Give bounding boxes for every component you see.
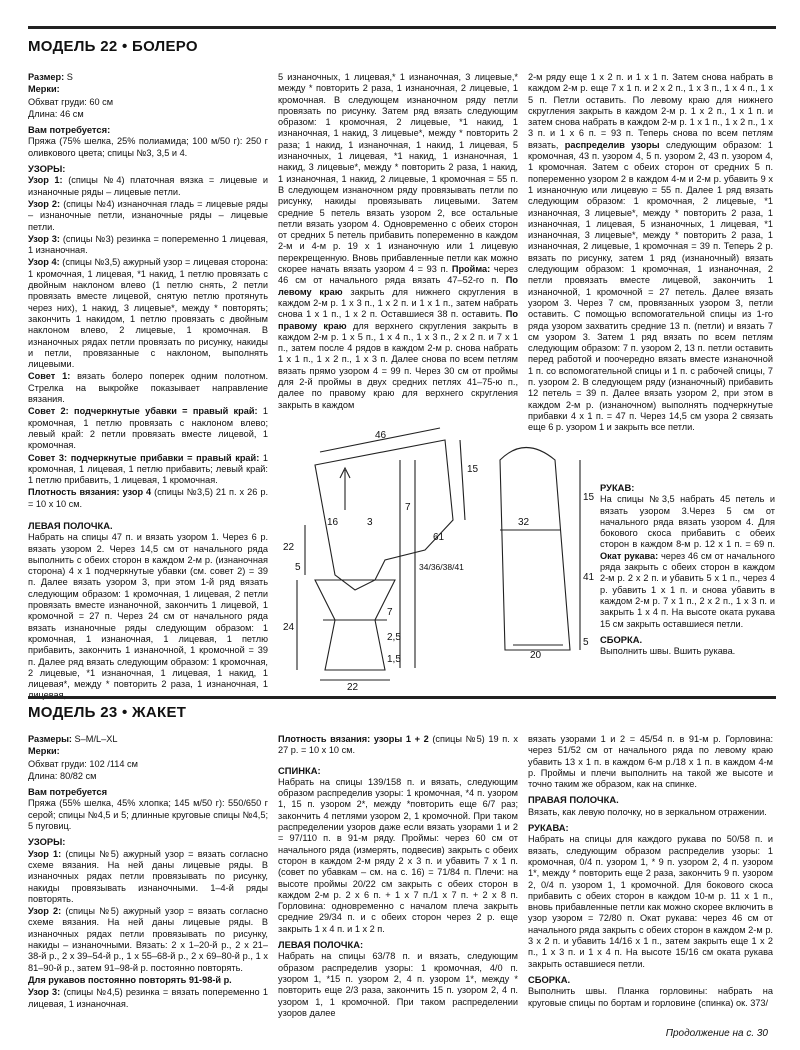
measure-line: Обхват груди: 102 /114 см [28, 758, 138, 769]
pattern-text: (спицы №3) резинка = попеременно 1 лицевая, 1 изнаночная. [28, 233, 269, 256]
model23-title: МОДЕЛЬ 23 • ЖАКЕТ [28, 704, 187, 721]
patterns-label: УЗОРЫ: [28, 836, 66, 848]
model22-col3 [528, 72, 773, 435]
right-front-text: Вязать, как левую полочку, но в зеркальном отражении. [528, 806, 767, 817]
needs-label: Вам потребуется: [28, 124, 111, 136]
pattern-label: Узор 2: [28, 906, 62, 917]
dim-1-5: 1,5 [387, 654, 401, 665]
dim-22: 22 [283, 542, 295, 553]
sleeve-cap-text: через 46 см от начального ряда закрыть с обеих сторон в каждом 2-м р. 2 x 2 п. и убавить 5 x 1 п., через 4 р. убавить 1 x 1 п. и снова убавить в каждом 2-м р. 7 x 1 п., 2 x 2 п., 1 x 3 п. и закрыть 1 x 4 п. На высоте оката рукава 15 см закрыть оставшиеся петли. [600, 550, 775, 629]
measures-label: Мерки: [28, 84, 60, 95]
dim-3: 3 [367, 517, 373, 528]
cuff-outline [315, 580, 395, 670]
size-value: S [64, 72, 73, 82]
sleeve-cap-label: Окат рукава: [600, 550, 659, 561]
armhole-label: Пройма: [451, 264, 491, 275]
dim-32: 32 [518, 517, 530, 528]
sleeve-text: На спицы №3,5 набрать 45 петель и вязать узором 3.Через 5 см от начального ряда вязать узором 4. Для бокового скоса прибавить с обеих сторон в каждом 8-м р. 12 x 1 п. = 69 п. [600, 494, 775, 550]
density-text: (спицы №3,5) 21 п. x 26 р. = 10 x 10 см. [28, 487, 268, 509]
sleeve-dim-41: 41 [583, 572, 595, 583]
model23-col1 [28, 734, 268, 1011]
left-front-text: Набрать на спицы 63/78 п. и вязать, следующим образом распределив узоры: 1 кромочная, 4/0 п. узором 1, *15 п. узором 2, 4 п. узором 1*, между * повторить еще 2/3 раза, закончить 15 п. узором 2, 4 п. узором 1, 1 кромочной. При таком распределении узоров далее [278, 951, 518, 1018]
right-edge-text: для верхнего скругления закрыть в каждом 2-м р. 1 x 5 п., 1 x 4 п., 1 x 3 п., 2 x 2 п. и 7 x 1 п., затем после 4 рядов в каждом 2-м р. снова набрать 1 x 1 п., 1 x 2 п., 1 x 3 п. Далее снова по всем петлям вязать прямо узором 4 = 99 п. Через 30 см от проймы для 2-й проймы в двух средних петлях 41–75-ю п., далее по правому краю для верхнего скругления закрыть в каждом [278, 320, 518, 410]
pattern-text: (спицы №5) ажурный узор = вязать согласно схеме вязания. На ней даны лицевые ряды. В изнаночных рядах петли провязывать по рисунку, накиды – изнаночными. Вязать: 2 x 1–20-й р., 2 x 21–38-й р., 2 x 39–54-й р., 1 x 55–68-й р., 2 x 69–80-й р., 1 x 81–90-й р., затем 91–98-й р. постоянно повторять. [28, 906, 268, 973]
density-label: Плотность вязания: узор 4 [28, 487, 152, 498]
col3-text: 2-м ряду еще 1 x 2 п. и 1 x 1 п. Затем снова набрать в каждом 2-м р. еще 7 x 1 п. и 2 x 2 п., 1 x 3 п., 1 x 4 п., 1 x 5 п. Петли оставить. По левому краю для нижнего скругления закрыть в каждом 2-м р. 1 x 2 п., 1 x 1 п. и затем снова набрать в каждом 2-м р. 1 x 1 п., 1 x 2 п., 1 x 3 п. и 1 x 6 п. = 93 п. Теперь снова по всем петлям вязать, [528, 72, 773, 150]
sizes-value: S–M/L–XL [72, 734, 118, 744]
density-text: (спицы №5) 19 п. x 27 р. = 10 x 10 см. [278, 734, 518, 756]
tip-text: 1 кромочная, 1 петлю провязать с наклоном влево; левый край: 2 петли провязать вместе лицевой, 1 кромочная. [28, 406, 269, 451]
right-front-label: ПРАВАЯ ПОЛОЧКА. [528, 794, 619, 806]
sleeve-dim-5: 5 [583, 637, 589, 648]
model23-col3 [528, 734, 773, 1010]
sizes-label: Размеры: [28, 734, 72, 744]
sleeve-dim-15: 15 [583, 492, 595, 503]
pattern-label: Узор 4: [28, 257, 60, 268]
back-label: СПИНКА: [278, 764, 321, 776]
pattern-schematic [275, 400, 600, 690]
sleeve-label: РУКАВ: [600, 482, 635, 493]
assembly-label: СБОРКА. [600, 633, 643, 645]
dim-24: 24 [283, 622, 295, 633]
dim-5: 5 [295, 562, 301, 573]
dim-46: 46 [375, 430, 387, 441]
continued-note: Продолжение на с. 30 [665, 1028, 768, 1039]
size-label: Размер: [28, 72, 65, 82]
sleeve-outline [500, 448, 570, 651]
model22-title: МОДЕЛЬ 22 • БОЛЕРО [28, 38, 198, 55]
model22-col2 [278, 72, 518, 412]
assembly-text: Выполнить швы. Вшить рукава. [600, 646, 736, 657]
measure-line: Обхват груди: 60 см [28, 96, 114, 107]
model23-col2 [278, 734, 518, 1020]
left-front-label: ЛЕВАЯ ПОЛОЧКА. [28, 519, 113, 531]
assembly-label: СБОРКА. [528, 973, 571, 985]
sleeve-repeat-note: Для рукавов постоянно повторять 91-98-й р. [28, 974, 232, 985]
col3-text2: следующим образом: 1 кромочная, 43 п. узором 4, 5 п. узором 2, 43 п. узором 4, 1 кромочная. Затем с обеих сторон от средних 5 п. попеременно узором 2 в каждом 4-м и 2-м р. убавить 9 x 1 изнаночную или лицевую = 55 п. Далее 1 ряд вязать следующим образом: 1 кромочная, 2 лицевые, *1 изнаночная, 3 лицевые*, между * повторить 2 раза, 1 изнаночная, 1 лицевая, 5 изнаночных, 1 лицевая, *1 изнаночная, 3 лицевые*, между * повторить 2 раза, 1 изнаночная, 2 лицевые, 1 кромочная = 39 п. Теперь 2 р. вязать по рисунку, затем 1 ряд (изнаночный) вязать следующим образом: 1 кромочная, 1 изнаночная, 2 петли провязать вместе лицевой, закончить 1 изнаночной, 1 кромочной = 27 петель. Далее вязать узором 3. Через 7 см, провязанных узором 3, петли оставить. С помощью вспомогательной спицы из 1-го ряда узором захватить средние 13 п. (петли) и вязать 7 см узором 3. Затем 1 ряд вязать по всем петлям следующим образом: 7 п. узором 2, 13 п. петли оставить перед работой и поочередно вязать вместе изнаночной 1 п. со вспомогательной спицы и 1 п. с рабочей спицы, 7 п. узором 2. В следующем ряду (изнаночный) прибавить 12 петель = 39 п. Далее вязать узором 2, при этом в каждом 2-м р. (изнаночном) выполнять подчеркнутые прибавки 4 x 1 п. = 47 п. Через 14,5 см узора 2 связать еще 6 р. узором 1 и закрыть все петли. [528, 139, 773, 433]
pattern-label: Узор 1: [28, 175, 63, 186]
pattern-label: Узор 3: [28, 987, 61, 998]
measure-line: Длина: 80/82 см [28, 770, 97, 781]
left-edge-label: По левому краю [278, 275, 518, 297]
pattern-label: Узор 2: [28, 198, 61, 209]
left-front-text: Набрать на спицы 47 п. и вязать узором 1. Через 6 р. вязать узором 2. Через 14,5 см от начального ряда выполнить с обеих сторон в каждом 2-м р. (изнаночная сторона) 4 x 1 подчеркнутые убавки (см. совет 2) = 39 п. Далее вязать узором 3, при этом 1-й ряд вязать следующим образом: 1 кромочная, 1 лицевая, 2 петли провязать вместе изнаночной, закончить 1 лицевой, 1 кромочной = 27 п. Через 24 см от начального ряда вязать изнаночные ряды следующим образом: 1 кромочная, 1 изнаночная, 1 лицевая, 1 петлю прибавить, закончить 1 изнаночной, 1 кромочной = 39 п. Далее ряд вязать следующим образом: 1 кромочная, 2 лицевые, *1 изнаночная, 1 лицевая, 1 накид, 1 лицевая*, между * повторить 2 раза, 1 изнаночная, 1 лицевая, [28, 532, 268, 701]
col2-text: 5 изнаночных, 1 лицевая,* 1 изнаночная, 3 лицевые,* между * повторить 2 раза, 1 изнаночная, 2 лицевые, 1 кромочная. В следующем изнаночном ряду петли провязать по рисунку. Затем ряд вязать следующим образом: 1 кромочная, 2 лицевые, *1 накид, 1 изнаночная, 1 накид, 3 лицевые*, между * повторить 2 раза; 1 накид, 1 изнаночная, 1 накид, 1 лицевая, 5 изнаночных, 1 лицевая, *1 накид, 1 изнаночная, 1 накид, 3 лицевые*, между * повторить 2 раза, 1 накид, 1 изнаночная, 1 накид, 2 лицевые, 1 кромочная = 55 п. В следующем изнаночном ряду провязывать петли по рисунку, накиды провязывать лицевыми. Затем средние 5 петель вязать узором 2, все остальные петли вязать узором 4. Одновременно с обеих сторон от средних 5 петель прибавить попеременно в каждом 2-м и 4-м р. 19 x 1 изнаночную или 1 лицевую перекрещенную. Вновь прибавленные петли как можно скорее начать вязать узором 4 = 93 п. [278, 72, 518, 275]
top-rule [28, 26, 776, 29]
measures-label: Мерки: [28, 746, 60, 757]
model22-sleeve [600, 478, 775, 658]
armhole-text: через 46 см от начального ряда вязать 47–52-го п. [278, 264, 518, 286]
dim-16: 16 [327, 517, 339, 528]
needs-text: Пряжа (55% шелка, 45% хлопка; 145 м/50 г): 550/650 г серой; спицы №4,5 и 5; длинные круговые спицы №4,5; 5 пуговиц. [28, 798, 268, 832]
tip-text: 1 кромочная, 1 лицевая, 1 петлю прибавить; левый край: 1 петлю прибавить, 1 лицевая, 1 кромочная. [28, 452, 268, 486]
needs-label: Вам потребуется [28, 786, 108, 798]
col3-text: вязать узорами 1 и 2 = 45/54 п. в 91-м р. Горловина: через 51/52 см от начального ряда по левому краю убавить 13 x 1 п. в каждом 6-м р./18 x 1 п. в каждом 4-м р. Проймы и плечи выполнить на такой же высоте и точно таким же образом, как на спинке. [528, 734, 773, 790]
dim-7: 7 [405, 502, 411, 513]
pattern-distribution-label: распределив узоры [558, 139, 660, 150]
dim-2-5: 2,5 [387, 632, 401, 643]
dim-7b: 7 [387, 607, 393, 618]
left-edge-text: закрыть для нижнего скругления в каждом 2-м р. 1 x 3 п., 1 x 2 п. и 1 x 1 п., затем набрать снова 1 x 1 п., 1 x 2 п. Оставшиеся 38 п. оставить. [278, 286, 518, 320]
tip-label: Совет 2: подчеркнутые убавки = правый край: [28, 406, 258, 417]
pattern-text: (спицы №5) ажурный узор = вязать согласно схеме вязания. На ней даны лицевые ряды. В изнаночных рядах петли провязывать по рисунку, накиды провязывать изнаночными. 1–4-й ряды повторять. [28, 848, 268, 904]
pattern-label: Узор 1: [28, 848, 62, 859]
measure-line: Длина: 46 см [28, 108, 84, 119]
patterns-label: УЗОРЫ: [28, 163, 66, 175]
dim-34-41: 34/36/38/41 [419, 562, 464, 572]
pattern-label: Узор 3: [28, 233, 60, 244]
pattern-text: (спицы №4) платочная вязка = лицевые и изнаночные ряды – лицевые петли. [28, 175, 268, 197]
assembly-text: Выполнить швы. Планка горловины: набрать на круговые спицы по бортам и горловине (спинка) ок. 373/ [528, 986, 773, 1008]
tip-text: вязать болеро поперек одним полотном. Стрелка на выкройке показывает направление вязания. [28, 371, 269, 405]
tip-label: Совет 3: подчеркнутые прибавки = правый край: [28, 452, 260, 463]
left-front-label: ЛЕВАЯ ПОЛОЧКА: [278, 939, 364, 951]
back-text: Набрать на спицы 139/158 п. и вязать, следующим образом распределив узоры: 1 кромочная, *4 п. узором 1, 15 п. узором 2*, между *повторить еще 6/7 раз; закончить 4 петлями узором 2, 1 кромочной. При таком распределении узоров даже если вязать узорами 1 и 2 = 97/110 п. в 91-м ряду. Проймы: через 60 см от начального ряда (измерять, подвесив) закрыть с обеих сторон в каждом 2-м ряду 2 x 3 п. и убавить 7 x 1 п. (совет по убавкам – см. на с. 16) = 71/84 п. Плечи: на высоте проймы 20/22 см закрыть с обеих сторон в каждом 2-м р. 2 x 6 п. + 1 x 7 п./1 x 7 п. + 2 x 8 п. Горловина: одновременно с началом плеча закрыть средние 29/34 п. и с обеих сторон через 2 р. еще закрыть 1 x 4 п. и 1 x 2 п. [278, 776, 518, 934]
sleeves-text: Набрать на спицы для каждого рукава по 50/58 п. и вязать, следующим образом распределив узоры: 1 кромочная, 0/4 п. узором 1, * 9 п. узором 2, 4 п. узором 1*, между * повторить еще 2 раза, закончить 9 п. узором 2, 0/4 п. узором 1, 1 кромочной. Для бокового скоса прибавить с обеих сторон в каждом 10-м р. 11 x 1 п., вновь прибавленные петли как можно скорее включить в узор узором = 72/80 п. Окат рукава: через 46 см от начального ряда закрыть с обеих сторон в каждом 2-м р. 3 x 2 п. и убавить 14/16 x 1 п., затем закрыть еще 1 x 2 п., 1 x 3 п. и 1 x 4 п. На высоте 15/16 см оката рукава закрыть оставшиеся петли. [528, 834, 773, 969]
pattern-text: (спицы №4) изнаночная гладь = лицевые ряды – изнаночные петли, изнаночные ряды – лицевые петли. [28, 198, 268, 232]
dim-15: 15 [467, 464, 479, 475]
pattern-text: (спицы №4,5) резинка = вязать попеременно 1 лицевая, 1 изнаночная. [28, 987, 268, 1009]
needs-text: Пряжа (75% шелка, 25% полиамида; 100 м/50 г): 250 г оливкового цвета; спицы №3, 3,5 и 4. [28, 136, 268, 158]
pattern-text: (спицы №3,5) ажурный узор = лицевая сторона: 1 кромочная, 1 лицевая, *1 накид, 1 петлю провязать с двойным наклоном влево (1 петлю снять, 2 петли провязать вместе лицевой, снятую петлю протянуть через них), 1 накид, 3 лицевые*, между * повторять; закончить 1 накидом, 1 петлю провязать с двойным наклоном влево, 2 лицевые, 1 кромочная. В изнаночных рядах петли провязать по рисунку, накиды и петли, провязанные с наклоном, выполнять лицевыми. [28, 257, 269, 370]
density-label: Плотность вязания: узоры 1 + 2 [278, 734, 429, 744]
model22-col1 [28, 72, 268, 703]
tip-label: Совет 1: [28, 371, 71, 382]
sleeves-label: РУКАВА: [528, 822, 569, 834]
right-edge-label: По правому краю [278, 309, 518, 331]
dim-22b: 22 [347, 682, 359, 690]
dim-61: 61 [433, 532, 445, 543]
sleeve-dim-20: 20 [530, 650, 542, 661]
middle-rule [28, 696, 776, 699]
